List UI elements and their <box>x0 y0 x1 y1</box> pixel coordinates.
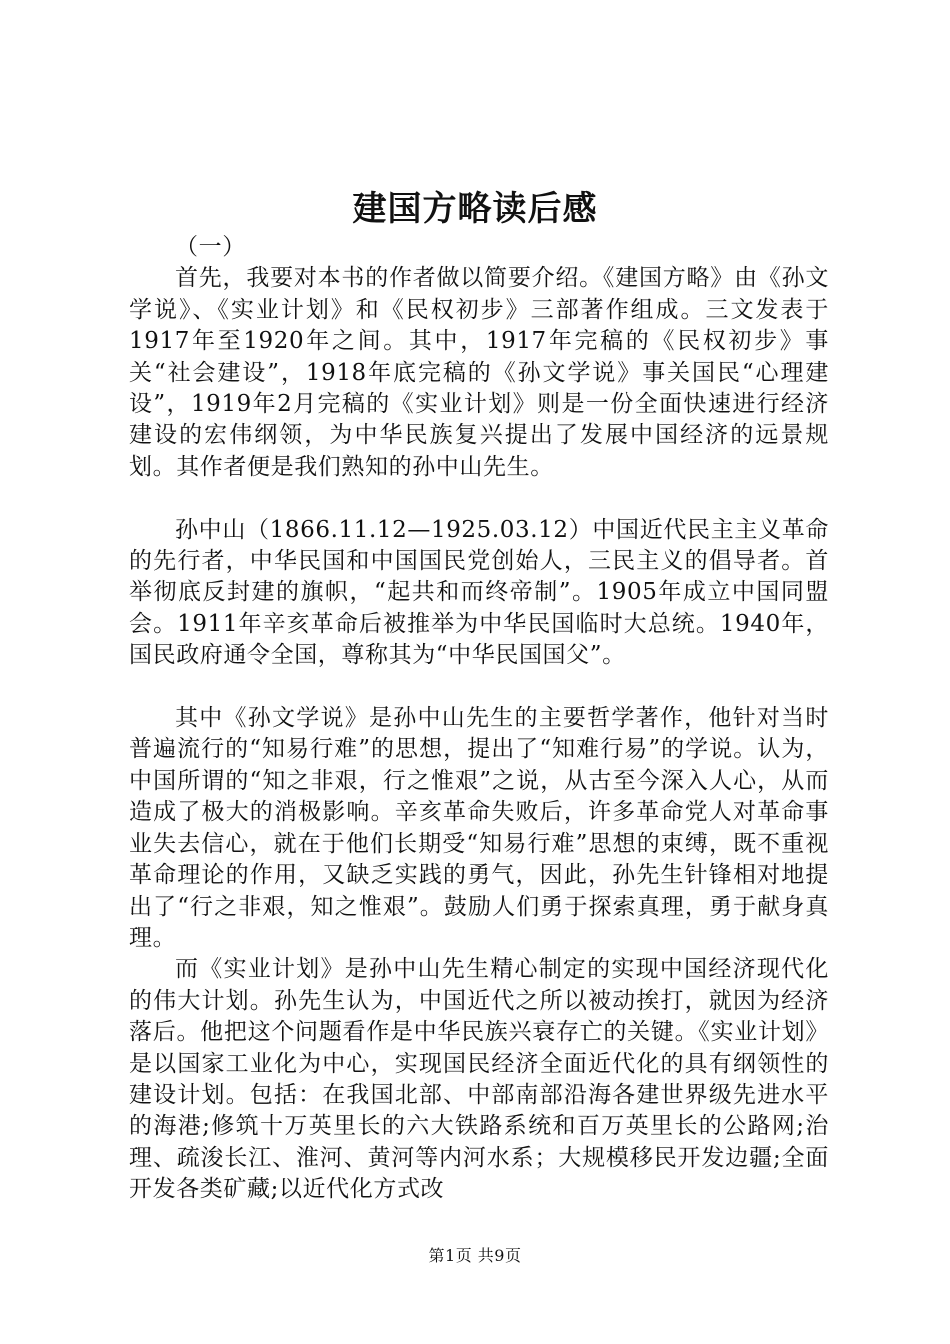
paragraph-intro: 首先，我要对本书的作者做以简要介绍。《建国方略》由《孙文学说》、《实业计划》和《民权初步》三部著作组成。三文发表于1917年至1920年之间。其中，1917年完稿的《民权初步》事关“社会建设”，1918年底完稿的《孙文学说》事关国民“心理建设”，1919年2月完稿的《实业计划》则是一份全面快速进行经济建设的宏伟纲领，为中华民族复兴提出了发展中国经济的远景规划。其作者便是我们熟知的孙中山先生。 <box>129 265 829 480</box>
paragraph-sunwen-theory: 其中《孙文学说》是孙中山先生的主要哲学著作，他针对当时普遍流行的“知易行难”的思想，提出了“知难行易”的学说。认为，中国所谓的“知之非艰，行之惟艰”之说，从古至今深入人心，从而造成了极大的消极影响。辛亥革命失败后，许多革命党人对革命事业失去信心，就在于他们长期受“知易行难”思想的束缚，既不重视革命理论的作用，又缺乏实践的勇气，因此，孙先生针锋相对地提出了“行之非艰，知之惟艰”。鼓励人们勇于探索真理，勇于献身真理。 <box>129 705 829 951</box>
document-title: 建国方略读后感 <box>352 189 598 229</box>
document-body <box>129 232 829 1206</box>
paragraph-industrial-plan: 而《实业计划》是孙中山先生精心制定的实现中国经济现代化的伟大计划。孙先生认为，中国近代之所以被动挨打，就因为经济落后。他把这个问题看作是中华民族兴衰存亡的关键。《实业计划》是以国家工业化为中心，实现国民经济全面近代化的具有纲领性的建设计划。包括：在我国北部、中部南部沿海各建世界级先进水平的海港;修筑十万英里长的六大铁路系统和百万英里长的公路网;治理、疏浚长江、淮河、黄河等内河水系；大规模移民开发边疆;全面开发各类矿藏;以近代化方式改 <box>129 956 829 1203</box>
section-label: （一） <box>175 234 246 260</box>
paragraph-biography: 孙中山（1866.11.12—1925.03.12）中国近代民主主义革命的先行者，中华民国和中国国民党创始人，三民主义的倡导者。首举彻底反封建的旗帜，“起共和而终帝制”。1905年成立中国同盟会。1911年辛亥革命后被推举为中华民国临时大总统。1940年，国民政府通令全国，尊称其为“中华民国国父”。 <box>129 516 829 669</box>
page-footer: 第1页 共9页 <box>428 1246 522 1265</box>
